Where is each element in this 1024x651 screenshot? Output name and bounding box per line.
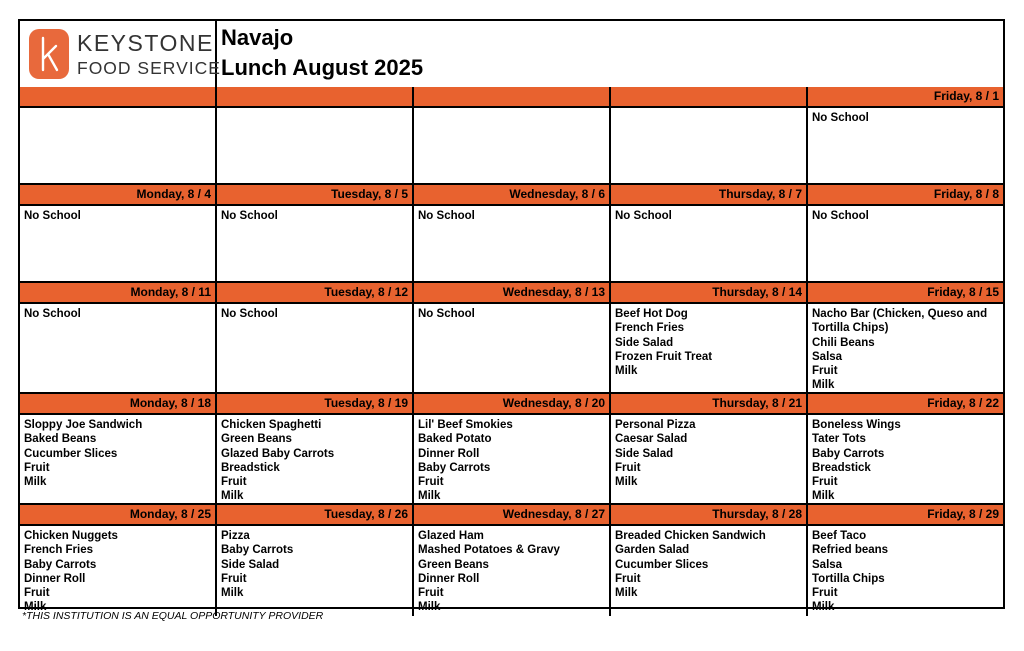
- day-menu: [217, 526, 414, 616]
- day-header: Wednesday, 8 / 27: [414, 505, 611, 524]
- menu-item: Milk: [24, 476, 47, 489]
- menu-item: Baby Carrots: [221, 544, 294, 557]
- menu-item: Fruit: [615, 572, 641, 585]
- day-header: Thursday, 8 / 28: [611, 505, 808, 524]
- menu-item: Milk: [418, 601, 441, 614]
- logo-sub: FOOD SERVICE: [77, 58, 221, 78]
- footer-note: *THIS INSTITUTION IS AN EQUAL OPPORTUNITY PROVIDER: [22, 610, 324, 622]
- day-header: Wednesday, 8 / 6: [414, 185, 611, 204]
- day-header: Tuesday, 8 / 19: [217, 394, 414, 413]
- week-body: [20, 206, 1003, 283]
- menu-item: French Fries: [24, 544, 94, 557]
- week-header: [20, 283, 1003, 304]
- menu-item: Fruit: [24, 461, 50, 474]
- day-header: Thursday, 8 / 7: [611, 185, 808, 204]
- week-row: [20, 87, 1003, 185]
- menu-item: Milk: [615, 587, 638, 600]
- menu-item: Fruit: [615, 461, 641, 474]
- menu-item: Pizza: [221, 530, 250, 542]
- menu-calendar: [18, 19, 1005, 614]
- day-menu: [808, 415, 1003, 503]
- day-menu: [808, 526, 1003, 616]
- menu-item: Fruit: [812, 476, 838, 489]
- menu-item: No School: [221, 308, 278, 320]
- day-header: Wednesday, 8 / 20: [414, 394, 611, 413]
- day-menu: [217, 415, 414, 503]
- menu-item: Glazed Baby Carrots: [221, 447, 335, 460]
- menu-item: Fruit: [812, 365, 838, 378]
- menu-item: Side Salad: [615, 447, 674, 460]
- menu-item: Garden Salad: [615, 544, 690, 557]
- menu-item: Tater Tots: [812, 433, 866, 446]
- menu-item: Chili Beans: [812, 336, 875, 349]
- menu-item: Milk: [24, 601, 47, 614]
- day-header: Tuesday, 8 / 26: [217, 505, 414, 524]
- week-body: [20, 304, 1003, 394]
- menu-item: Mashed Potatoes & Gravy: [418, 544, 560, 557]
- menu-item: No School: [24, 308, 81, 320]
- page-title: Lunch August 2025: [221, 55, 424, 80]
- day-menu: [20, 415, 217, 503]
- day-menu: [217, 206, 414, 281]
- menu-item: Salsa: [812, 558, 843, 571]
- menu-item: No School: [812, 210, 869, 222]
- menu-item: Chicken Nuggets: [24, 530, 118, 542]
- day-menu: [611, 304, 808, 392]
- day-menu: [20, 304, 217, 392]
- menu-item: Cucumber Slices: [24, 447, 118, 460]
- menu-item: Baby Carrots: [812, 447, 885, 460]
- day-header: Friday, 8 / 15: [927, 285, 999, 299]
- menu-item: Beef Hot Dog: [615, 308, 688, 320]
- day-menu: [217, 108, 414, 183]
- day-header: Thursday, 8 / 14: [611, 283, 808, 302]
- keystone-logo: [20, 21, 221, 87]
- menu-item: No School: [24, 210, 81, 222]
- menu-item: Green Beans: [418, 558, 489, 571]
- menu-item: Milk: [615, 365, 638, 378]
- menu-item: Fruit: [418, 587, 444, 600]
- menu-item: Glazed Ham: [418, 530, 484, 542]
- day-menu: [414, 415, 611, 503]
- day-header: [611, 87, 808, 106]
- menu-item: No School: [221, 210, 278, 222]
- menu-item: Refried beans: [812, 544, 889, 557]
- day-menu: [217, 304, 414, 392]
- week-row: [20, 283, 1003, 394]
- menu-item: Green Beans: [221, 433, 292, 446]
- menu-item: Chicken Spaghetti: [221, 419, 322, 431]
- day-menu: [20, 108, 217, 183]
- menu-item: Breadstick: [221, 461, 280, 474]
- menu-item: Milk: [812, 601, 835, 614]
- week-header: [20, 505, 1003, 526]
- menu-item: Boneless Wings: [812, 419, 901, 431]
- menu-item: Dinner Roll: [418, 572, 480, 585]
- school-name: Navajo: [221, 25, 294, 50]
- menu-item: Breadstick: [812, 461, 871, 474]
- menu-item: No School: [418, 308, 475, 320]
- menu-item: Baked Beans: [24, 433, 97, 446]
- day-header: Friday, 8 / 8: [933, 187, 999, 201]
- menu-item: Cucumber Slices: [615, 558, 709, 571]
- day-menu: [20, 526, 217, 616]
- menu-item: No School: [812, 112, 869, 124]
- menu-item: Milk: [812, 379, 835, 392]
- day-menu: [808, 108, 1003, 183]
- menu-item: Lil' Beef Smokies: [418, 419, 513, 431]
- menu-item: Breaded Chicken Sandwich: [615, 530, 766, 542]
- menu-item: Fruit: [24, 587, 50, 600]
- menu-item: Tortilla Chips): [812, 322, 889, 335]
- menu-item: Fruit: [221, 572, 247, 585]
- menu-item: Dinner Roll: [418, 447, 480, 460]
- day-header: Tuesday, 8 / 12: [217, 283, 414, 302]
- day-menu: [611, 415, 808, 503]
- day-header: Monday, 8 / 25: [20, 505, 217, 524]
- menu-item: Nacho Bar (Chicken, Queso and: [812, 308, 988, 320]
- menu-item: Fruit: [221, 476, 247, 489]
- week-row: [20, 394, 1003, 505]
- day-menu: [611, 108, 808, 183]
- menu-item: Frozen Fruit Treat: [615, 350, 713, 363]
- day-header: [414, 87, 611, 106]
- day-header: Friday, 8 / 1: [933, 89, 999, 103]
- k-logo-icon: [29, 29, 69, 79]
- week-body: [20, 108, 1003, 185]
- week-row: [20, 185, 1003, 283]
- day-header: Friday, 8 / 29: [927, 507, 999, 521]
- day-header: Monday, 8 / 11: [20, 283, 217, 302]
- menu-item: Baked Potato: [418, 433, 492, 446]
- week-body: [20, 526, 1003, 616]
- day-menu: [414, 108, 611, 183]
- day-menu: [414, 304, 611, 392]
- week-header: [20, 185, 1003, 206]
- menu-item: Baby Carrots: [24, 558, 97, 571]
- menu-item: Beef Taco: [812, 530, 867, 542]
- day-header: [20, 87, 217, 106]
- calendar-grid: [20, 87, 1003, 616]
- menu-item: Side Salad: [615, 336, 674, 349]
- week-header: [20, 87, 1003, 108]
- menu-item: Milk: [221, 587, 244, 600]
- menu-item: Tortilla Chips: [812, 572, 885, 585]
- day-menu: [808, 206, 1003, 281]
- logo-brand: KEYSTONE: [77, 30, 214, 56]
- menu-item: Milk: [812, 490, 835, 503]
- day-header: Monday, 8 / 4: [20, 185, 217, 204]
- day-menu: [20, 206, 217, 281]
- menu-item: Caesar Salad: [615, 433, 688, 446]
- menu-item: No School: [615, 210, 672, 222]
- day-header: Friday, 8 / 22: [927, 396, 999, 410]
- day-menu: [414, 206, 611, 281]
- menu-item: Salsa: [812, 350, 843, 363]
- day-header: Wednesday, 8 / 13: [414, 283, 611, 302]
- day-header: Thursday, 8 / 21: [611, 394, 808, 413]
- day-header: Tuesday, 8 / 5: [217, 185, 414, 204]
- week-body: [20, 415, 1003, 505]
- day-menu: [611, 206, 808, 281]
- menu-item: Sloppy Joe Sandwich: [24, 419, 143, 431]
- menu-item: Milk: [615, 476, 638, 489]
- menu-item: Personal Pizza: [615, 419, 696, 431]
- menu-item: French Fries: [615, 322, 685, 335]
- day-header: Monday, 8 / 18: [20, 394, 217, 413]
- menu-item: Milk: [418, 490, 441, 503]
- week-header: [20, 394, 1003, 415]
- day-menu: [414, 526, 611, 616]
- menu-item: Milk: [221, 490, 244, 503]
- menu-item: Fruit: [418, 476, 444, 489]
- menu-item: No School: [418, 210, 475, 222]
- menu-item: Baby Carrots: [418, 461, 491, 474]
- menu-item: Dinner Roll: [24, 572, 86, 585]
- menu-item: Side Salad: [221, 558, 280, 571]
- day-header: [217, 87, 414, 106]
- day-menu: [808, 304, 1003, 392]
- header: [20, 21, 1003, 89]
- day-menu: [611, 526, 808, 616]
- menu-item: Fruit: [812, 587, 838, 600]
- week-row: [20, 505, 1003, 616]
